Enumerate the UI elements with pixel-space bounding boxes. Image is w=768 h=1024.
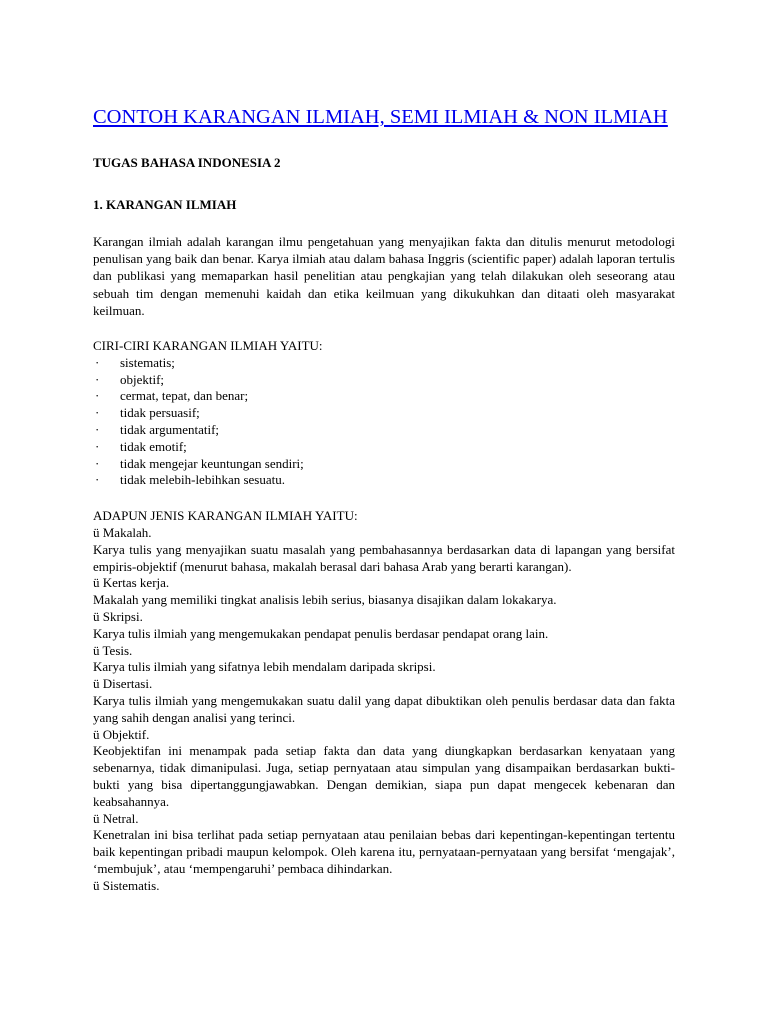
jenis-item-head: ü Kertas kerja.	[93, 575, 170, 591]
ciri-list	[93, 355, 675, 489]
bullet-icon: ·	[95, 455, 100, 471]
section-heading: 1. KARANGAN ILMIAH	[93, 197, 237, 212]
list-item: · tidak emotif;	[95, 438, 187, 454]
jenis-item-text: Karya tulis yang menyajikan suatu masalah yang pembahasannya berdasarkan data di lapangan yang bersifat empiris-objektif (menurut bahasa, makalah berasal dari bahasa Arab yang berarti karangan).	[93, 541, 675, 574]
ciri-section	[93, 338, 675, 489]
jenis-item-text: Karya tulis ilmiah yang mengemukakan suatu dalil yang dapat dibuktikan oleh penulis berdasar data dan fakta yang sahih dengan analisi yang terinci.	[93, 692, 675, 725]
document-page	[93, 104, 675, 895]
jenis-item-head: ü Objektif.	[93, 726, 150, 742]
list-item: · objektif;	[95, 371, 165, 387]
document-subtitle: TUGAS BAHASA INDONESIA 2	[93, 155, 281, 170]
jenis-item-text: Makalah yang memiliki tingkat analisis lebih serius, biasanya disajikan dalam lokakarya.	[93, 592, 557, 608]
list-item: · sistematis;	[95, 354, 175, 370]
title-link[interactable]: CONTOH KARANGAN ILMIAH, SEMI ILMIAH & NON ILMIAH	[93, 106, 668, 128]
jenis-item-text: Kenetralan ini bisa terlihat pada setiap pernyataan atau penilaian bebas dari kepentingan-kepentingan tertentu baik kepentingan pribadi maupun kelompok. Oleh karena itu, pernyataan-pernyataan yang bersifat ‘mengajak’, ‘membujuk’, atau ‘mempengaruhi’ pembaca dihindarkan.	[93, 827, 675, 876]
jenis-item-head: ü Makalah.	[93, 524, 152, 540]
ciri-heading: CIRI-CIRI KARANGAN ILMIAH YAITU:	[93, 338, 323, 354]
list-item: · tidak melebih-lebihkan sesuatu.	[95, 472, 285, 488]
list-item: · cermat, tepat, dan benar;	[95, 388, 249, 404]
bullet-icon: ·	[95, 472, 100, 488]
jenis-section	[93, 508, 675, 894]
jenis-item-head: ü Sistematis.	[93, 877, 160, 893]
list-item: · tidak argumentatif;	[95, 422, 220, 437]
intro-paragraph: Karangan ilmiah adalah karangan ilmu pengetahuan yang menyajikan fakta dan ditulis menurut metodologi penulisan yang baik dan benar. Karya ilmiah atau dalam bahasa Inggris (scientific paper) adalah laporan tertulis dan publikasi yang memaparkan hasil penelitian atau pengkajian yang telah dilakukan oleh seseorang atau sebuah tim dengan memenuhi kaidah dan etika keilmuan yang dikukuhkan dan ditaati oleh masyarakat keilmuan.	[93, 234, 675, 318]
bullet-icon: ·	[95, 371, 100, 387]
jenis-heading: ADAPUN JENIS KARANGAN ILMIAH YAITU:	[93, 508, 358, 524]
jenis-item-text: Karya tulis ilmiah yang mengemukakan pendapat penulis berdasar pendapat orang lain.	[93, 625, 549, 641]
bullet-icon: ·	[95, 388, 100, 404]
bullet-icon: ·	[95, 422, 100, 437]
jenis-item-head: ü Tesis.	[93, 642, 133, 658]
bullet-icon: ·	[95, 438, 100, 454]
jenis-item-text: Keobjektifan ini menampak pada setiap fakta dan data yang diungkapkan berdasarkan kenyataan yang sebenarnya, tidak dimanipulasi. Juga, setiap pernyataan atau simpulan yang disampaikan berdasarkan bukti-bukti yang bisa dipertanggungjawabkan. Dengan demikian, siapa pun dapat mengecek kebenaran dan keabsahannya.	[93, 743, 675, 809]
list-item: · tidak persuasif;	[95, 405, 200, 421]
bullet-icon: ·	[95, 405, 100, 421]
jenis-item-head: ü Netral.	[93, 810, 139, 826]
bullet-icon: ·	[95, 354, 100, 370]
jenis-item-head: ü Disertasi.	[93, 676, 153, 692]
jenis-item-head: ü Skripsi.	[93, 608, 143, 624]
list-item: · tidak mengejar keuntungan sendiri;	[95, 455, 304, 471]
document-title[interactable]	[93, 104, 675, 130]
jenis-item-text: Karya tulis ilmiah yang sifatnya lebih mendalam daripada skripsi.	[93, 659, 436, 675]
